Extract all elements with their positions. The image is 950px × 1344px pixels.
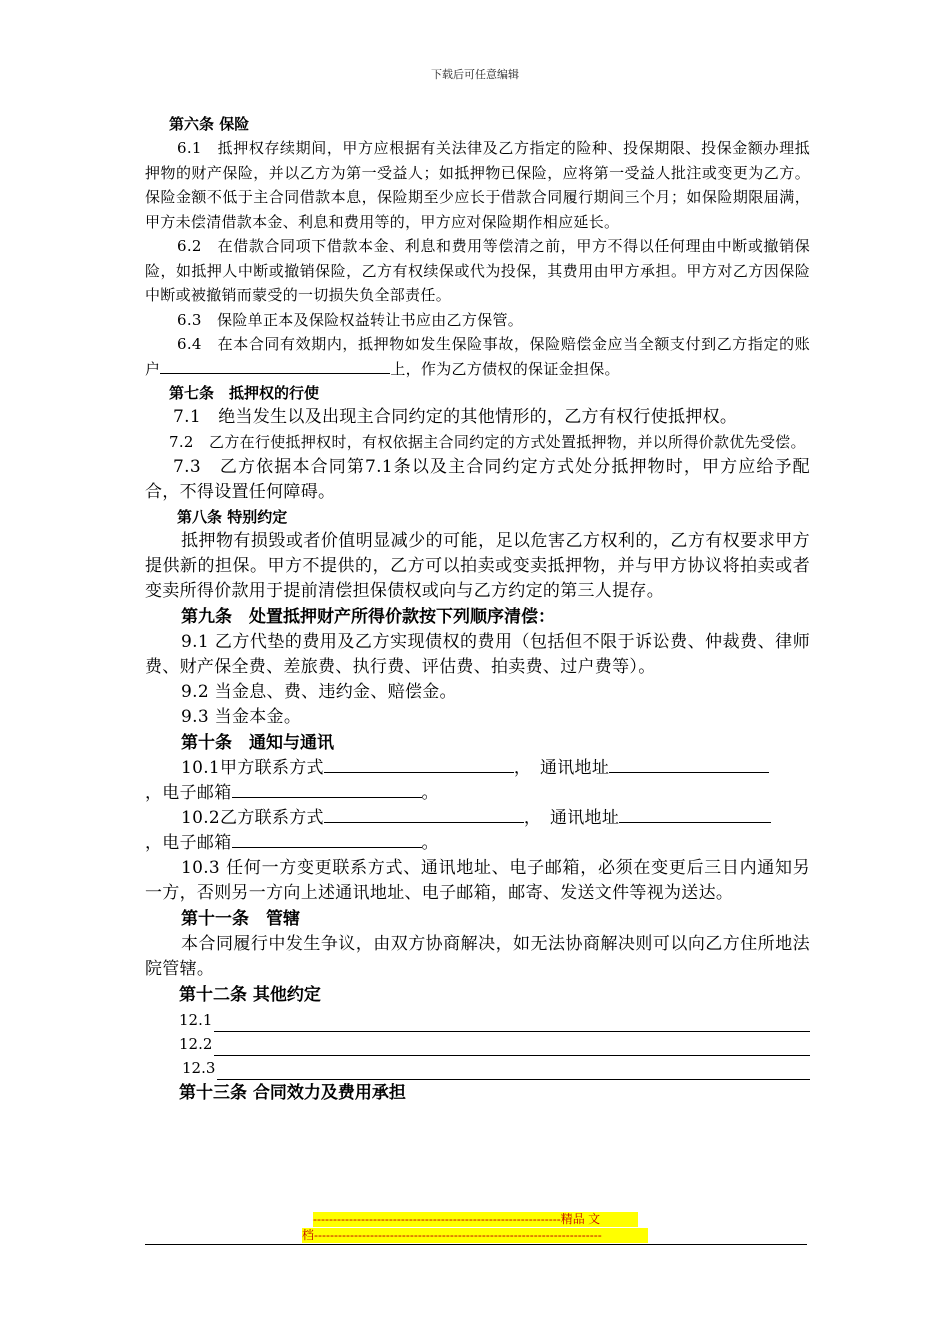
clause-6-2: 6.2 在借款合同项下借款本金、利息和费用等偿清之前，甲方不得以任何理由中断或撤销保险，如抵押人中断或撤销保险，乙方有权续保或代为投保，其费用由甲方承担。甲方对乙方因保险中断或被撤销而蒙受的一切损失负全部责任。 bbox=[145, 237, 810, 304]
party-b-contact-blank bbox=[324, 807, 524, 823]
clause-6-1: 6.1 抵押权存续期间，甲方应根据有关法律及乙方指定的险种、投保期限、投保金额办理抵押物的财产保险，并以乙方为第一受益人；如抵押物已保险，应将第一受益人批注或变更为乙方。保险金额不低于主合同借款本息，保险期至少应长于借款合同履行期间三个月；如保险期限届满，甲方未偿清借款本金、利息和费用等的，甲方应对保险期作相应延长。 bbox=[145, 139, 810, 231]
section-6-title: 第六条 保险 bbox=[169, 115, 250, 133]
clause-6-3: 6.3 保险单正本及保险权益转让书应由乙方保管。 bbox=[177, 310, 524, 329]
clause-7-1: 7.1 绝当发生以及出现主合同约定的其他情形的，乙方有权行使抵押权。 bbox=[173, 407, 738, 427]
party-b-address-blank bbox=[619, 807, 771, 823]
party-a-email-label: ，电子邮箱 bbox=[145, 782, 232, 803]
clause-9-1: 9.1 乙方代垫的费用及乙方实现债权的费用（包括但不限于诉讼费、仲裁费、律师费、财产保全费、差旅费、执行费、评估费、拍卖费、过户费等）。 bbox=[145, 631, 810, 677]
item-number: 12.1 bbox=[179, 1010, 213, 1029]
clause-7-2: 7.2 乙方在行使抵押权时，有权依据主合同约定的方式处置抵押物，并以所得价款优先受偿。 bbox=[169, 433, 806, 451]
clause-10-2 bbox=[145, 806, 810, 856]
blank-line bbox=[214, 1014, 810, 1032]
item-number: 12.2 bbox=[179, 1034, 213, 1053]
party-a-email-blank bbox=[232, 782, 422, 798]
period: 。 bbox=[421, 782, 439, 803]
other-agreement-line bbox=[145, 1056, 810, 1080]
section-13-title: 第十三条 合同效力及费用承担 bbox=[179, 1082, 406, 1103]
section-11-title: 第十一条 管辖 bbox=[181, 908, 300, 929]
section-8-title: 第八条 特别约定 bbox=[177, 507, 288, 526]
party-b-email-label: ，电子邮箱 bbox=[145, 832, 232, 853]
party-b-contact-label: 10.2乙方联系方式 bbox=[181, 807, 324, 828]
party-b-address-label: ， 通讯地址 bbox=[523, 807, 620, 828]
section-9-title: 第九条 处置抵押财产所得价款按下列顺序清偿： bbox=[181, 606, 555, 627]
party-a-address-blank bbox=[609, 757, 769, 773]
other-agreement-line bbox=[145, 1032, 810, 1056]
party-a-contact-label: 10.1甲方联系方式 bbox=[181, 757, 324, 778]
clause-6-4 bbox=[145, 332, 810, 381]
item-number: 12.3 bbox=[182, 1058, 216, 1077]
section-7-title: 第七条 抵押权的行使 bbox=[169, 384, 320, 402]
section-10-title: 第十条 通知与通讯 bbox=[181, 732, 334, 753]
clause-9-2: 9.2 当金息、费、违约金、赔偿金。 bbox=[181, 681, 457, 702]
blank-line bbox=[217, 1062, 810, 1080]
other-agreement-line bbox=[145, 1008, 810, 1032]
party-a-address-label: ， 通讯地址 bbox=[513, 757, 610, 778]
footer-divider bbox=[145, 1244, 807, 1245]
footer-watermark-line-2: 档------------------------------------------------------------------------ bbox=[302, 1228, 648, 1243]
clause-11-1: 本合同履行中发生争议，由双方协商解决，如无法协商解决则可以向乙方住所地法院管辖。 bbox=[145, 933, 810, 979]
footer-watermark-line-1: --------------------------------------------------------------精品 文 bbox=[313, 1212, 638, 1227]
header-note: 下载后可任意编辑 bbox=[431, 68, 519, 81]
party-a-contact-blank bbox=[324, 757, 514, 773]
party-b-email-blank bbox=[232, 832, 422, 848]
document-body bbox=[145, 112, 810, 1106]
account-blank bbox=[160, 358, 390, 374]
clause-10-3: 10.3 任何一方变更联系方式、通讯地址、电子邮箱，必须在变更后三日内通知另一方，否则另一方向上述通讯地址、电子邮箱，邮寄、发送文件等视为送达。 bbox=[145, 857, 810, 903]
period: 。 bbox=[421, 832, 439, 853]
blank-line bbox=[214, 1038, 810, 1056]
clause-9-3: 9.3 当金本金。 bbox=[181, 706, 302, 727]
section-12-title: 第十二条 其他约定 bbox=[179, 984, 321, 1005]
clause-7-3: 7.3 乙方依据本合同第7.1条以及主合同约定方式处分抵押物时，甲方应给予配合，不得设置任何障碍。 bbox=[145, 456, 810, 502]
clause-6-4-text: 6.4 在本合同有效期内，抵押物如发生保险事故，保险赔偿金应当全额支付到乙方指定的账户 bbox=[145, 335, 810, 378]
clause-10-1 bbox=[145, 756, 810, 806]
clause-8-1: 抵押物有损毁或者价值明显减少的可能，足以危害乙方权利的，乙方有权要求甲方提供新的担保。甲方不提供的，乙方可以拍卖或变卖抵押物，并与甲方协议将拍卖或者变卖所得价款用于提前清偿担保债权或向与乙方约定的第三人提存。 bbox=[145, 530, 810, 601]
clause-6-4-tail: 上，作为乙方债权的保证金担保。 bbox=[390, 359, 620, 378]
